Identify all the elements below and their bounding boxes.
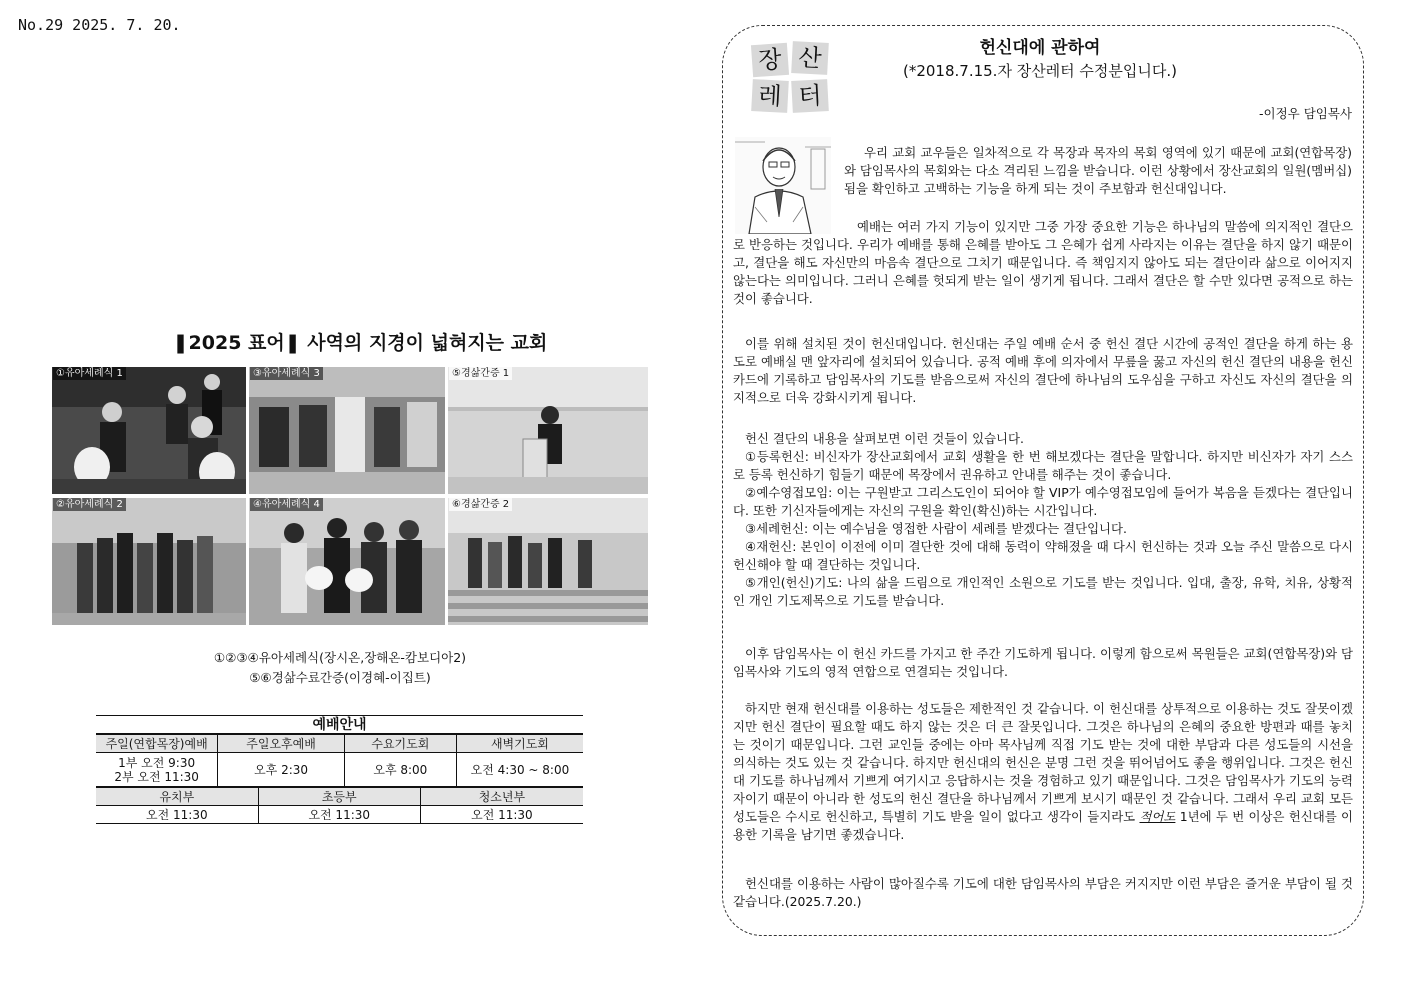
- photo-notes: [140, 648, 540, 688]
- letter-item: ②예수영접모임: 이는 구원받고 그리스도인이 되어야 할 VIP가 예수영접모임에 들어가 복음을 듣겠다는 결단입니다. 또한 기신자들에게는 자신의 구원을 확인(확신)하는 시간입니다.: [733, 485, 1353, 518]
- badge-char: 산: [791, 41, 829, 75]
- worship-header: 새벽기도회: [456, 735, 583, 753]
- letter-paragraph-1: 우리 교회 교우들은 일차적으로 각 목장과 목자의 목회 영역에 있기 때문에 교회(연합목장)와 담임목사의 목회와는 다소 격리된 느낌을 받습니다. 이런 상황에서 장산교회의 일원(멤버십)됨을 확인하고 고백하는 기능을 하게 되는 것이 주보함과 헌신대입니다.: [844, 145, 1352, 196]
- letter-paragraph-2: 예배는 여러 가지 기능이 있지만 그중 가장 중요한 기능은 하나님의 말씀에 의지적인 결단으로 반응하는 것입니다. 우리가 예배를 통해 은혜를 받아도 그 은혜가 쉽게 사라지는 이유는 결단을 하지 않기 때문이고, 결단을 해도 자신만의 마음속 결단으로 그치기 때문입니다. 즉 책임지지 않아도 되는 결단이라 삶으로 이어지지 않는다는 의미입니다. 그러니 은혜를 헛되게 받는 일이 생기게 됩니다. 그래서 결단은 할 수만 있다면 공적으로 하는 것이 좋습니다.: [733, 219, 1353, 306]
- worship-time-dawn: 오전 4:30 ~ 8:00: [456, 753, 583, 787]
- letter-paragraph-5: 이후 담임목사는 이 헌신 카드를 가지고 한 주간 기도하게 됩니다. 이렇게 함으로써 목원들은 교회(연합목장)와 담임목사와 기도의 영적 연합으로 연결되는 것입니다.: [733, 646, 1353, 679]
- photo-note-testimony: ⑤⑥경삶수료간증(이경혜-이집트): [249, 670, 431, 685]
- issue-number: No.29 2025. 7. 20.: [18, 16, 181, 34]
- letter-item: ③세례헌신: 이는 예수님을 영접한 사람이 세례를 받겠다는 결단입니다.: [745, 521, 1127, 536]
- worship-header: 주일오후예배: [218, 735, 345, 753]
- photo-infant-baptism-3-image: [249, 367, 445, 494]
- department-time: 오전 11:30: [96, 806, 258, 824]
- badge-char: 레: [751, 79, 789, 113]
- yearly-motto: ❚2025 표어❚ 사역의 지경이 넓혀지는 교회: [172, 332, 548, 354]
- photo-caption: ②유아세례식 2: [53, 498, 126, 511]
- worship-time-sunday-2: 2부 오전 11:30: [114, 769, 199, 784]
- letter-items-intro: 헌신 결단의 내용을 살펴보면 이런 것들이 있습니다.: [745, 431, 1024, 446]
- photo-note-baptism: ①②③④유아세례식(장시온,장해온-캄보디아2): [213, 650, 467, 665]
- photo-caption: ①유아세례식 1: [53, 367, 126, 380]
- photo-grid: [52, 367, 648, 627]
- photo-infant-baptism-2: [52, 498, 246, 625]
- worship-header: 주일(연합목장)예배: [96, 735, 218, 753]
- badge-char: 장: [751, 43, 789, 77]
- letter-item: ①등록헌신: 비신자가 장산교회에서 교회 생활을 한 번 해보겠다는 결단을 말합니다. 하지만 비신자가 자기 스스로 등록 헌신하기 힘들기 때문에 목장에서 권유하고 안내를 해주는 것이 좋습니다.: [733, 449, 1353, 482]
- photo-infant-baptism-4: [249, 498, 445, 625]
- worship-table: [96, 734, 583, 787]
- jangsan-letter-badge: [748, 42, 832, 114]
- letter-item: ⑤개인(헌신)기도: 나의 삶을 드림으로 개인적인 소원으로 기도를 받는 것입니다. 입대, 출장, 유학, 치유, 상황적인 개인 기도제목으로 기도를 받습니다.: [733, 575, 1353, 608]
- letter-paragraph-3: 이를 위해 설치된 것이 헌신대입니다. 헌신대는 주일 예배 순서 중 헌신 결단 시간에 공적인 결단을 하게 하는 용도로 예배실 맨 앞자리에 설치되어 있습니다. 공적 예배 후에 의자에서 무릎을 꿇고 자신의 헌신 결단의 내용을 헌신 카드에 기록하고 담임목사의 기도를 받음으로써 자신의 결단에 하나님의 도우심을 구하고 자신도 자신의 결단을 의지적으로 더욱 강화시키게 됩니다.: [733, 336, 1353, 405]
- photo-testimony-1: [448, 367, 648, 494]
- photo-infant-baptism-1-image: [52, 367, 246, 494]
- photo-caption: ③유아세례식 3: [250, 367, 323, 380]
- letter-emphasis: 적어도: [1139, 809, 1176, 824]
- worship-schedule: [96, 715, 583, 824]
- department-header: 유치부: [96, 788, 258, 806]
- department-header: 청소년부: [420, 788, 583, 806]
- department-time: 오전 11:30: [420, 806, 583, 824]
- letter-paragraph-6-b: 1년에 두 번 이상은 헌신대를 이용한 기록을 남기면 좋겠습니다.: [733, 809, 1353, 842]
- letter-subtitle: (*2018.7.15.자 장산레터 수정분입니다.): [902, 62, 1177, 80]
- worship-time-wednesday: 오후 8:00: [344, 753, 456, 787]
- photo-testimony-1-image: [448, 367, 648, 494]
- photo-infant-baptism-1: [52, 367, 246, 494]
- letter-paragraph-7: 헌신대를 이용하는 사람이 많아질수록 기도에 대한 담임목사의 부담은 커지지만 이런 부담은 즐거운 부담이 될 것 같습니다.(2025.7.20.): [733, 876, 1353, 909]
- department-table: [96, 787, 583, 824]
- photo-caption: ⑤경삶간증 1: [449, 367, 512, 380]
- worship-time-afternoon: 오후 2:30: [218, 753, 345, 787]
- photo-infant-baptism-4-image: [249, 498, 445, 625]
- letter-author: -이정우 담임목사: [1258, 106, 1352, 121]
- worship-header: 수요기도회: [344, 735, 456, 753]
- letter-paragraph-6-a: 하지만 현재 헌신대를 이용하는 성도들은 제한적인 것 같습니다. 이 헌신대를 상투적으로 이용하는 것도 잘못이겠지만 헌신 결단이 필요할 때도 하지 않는 것은 더 큰 잘못입니다. 그것은 하나님의 은혜의 중요한 방편과 때를 놓치는 것이기 때문입니다. 그런 교인들 중에는 아마 목사님께 직접 기도 받는 것에 대한 부담과 다른 성도들의 시선을 의식하는 것도 있는 것 같습니다. 하지만 헌신대의 헌신은 분명 그런 것을 뛰어넘어도 좋을 행위입니다. 그것은 헌신대 기도를 하나님께서 기쁘게 여기시고 응답하시는 것을 경험하고 있기 때문입니다. 그것은 담임목사가 기도의 능력자이기 때문이 아니라 한 성도의 헌신 결단을 하나님께서 기쁘게 보시기 때문인 것 같습니다. 그래서 우리 교회 모든 성도들은 수시로 헌신하고, 특별히 기도 받을 일이 없다고 생각이 들지라도: [733, 701, 1353, 824]
- worship-time-sunday-1: 1부 오전 9:30: [118, 755, 196, 770]
- badge-char: 터: [791, 79, 829, 113]
- letter-paragraph-4: [733, 430, 1353, 610]
- department-header: 초등부: [258, 788, 420, 806]
- letter-item: ④재헌신: 본인이 이전에 이미 결단한 것에 대해 동력이 약해졌을 때 다시 헌신하는 것과 오늘 주신 말씀으로 다시 헌신해야 할 때 결단하는 것입니다.: [733, 539, 1353, 572]
- photo-caption: ④유아세례식 4: [250, 498, 323, 511]
- photo-caption: ⑥경삶간증 2: [449, 498, 512, 511]
- department-time: 오전 11:30: [258, 806, 420, 824]
- letter-paragraph-6: [733, 700, 1353, 844]
- worship-schedule-title: 예배안내: [96, 715, 583, 734]
- letter-title: 헌신대에 관하여: [979, 38, 1101, 58]
- photo-infant-baptism-3: [249, 367, 445, 494]
- photo-testimony-2: [448, 498, 648, 625]
- worship-time-sunday: [96, 753, 218, 787]
- photo-testimony-2-image: [448, 498, 648, 625]
- photo-infant-baptism-2-image: [52, 498, 246, 625]
